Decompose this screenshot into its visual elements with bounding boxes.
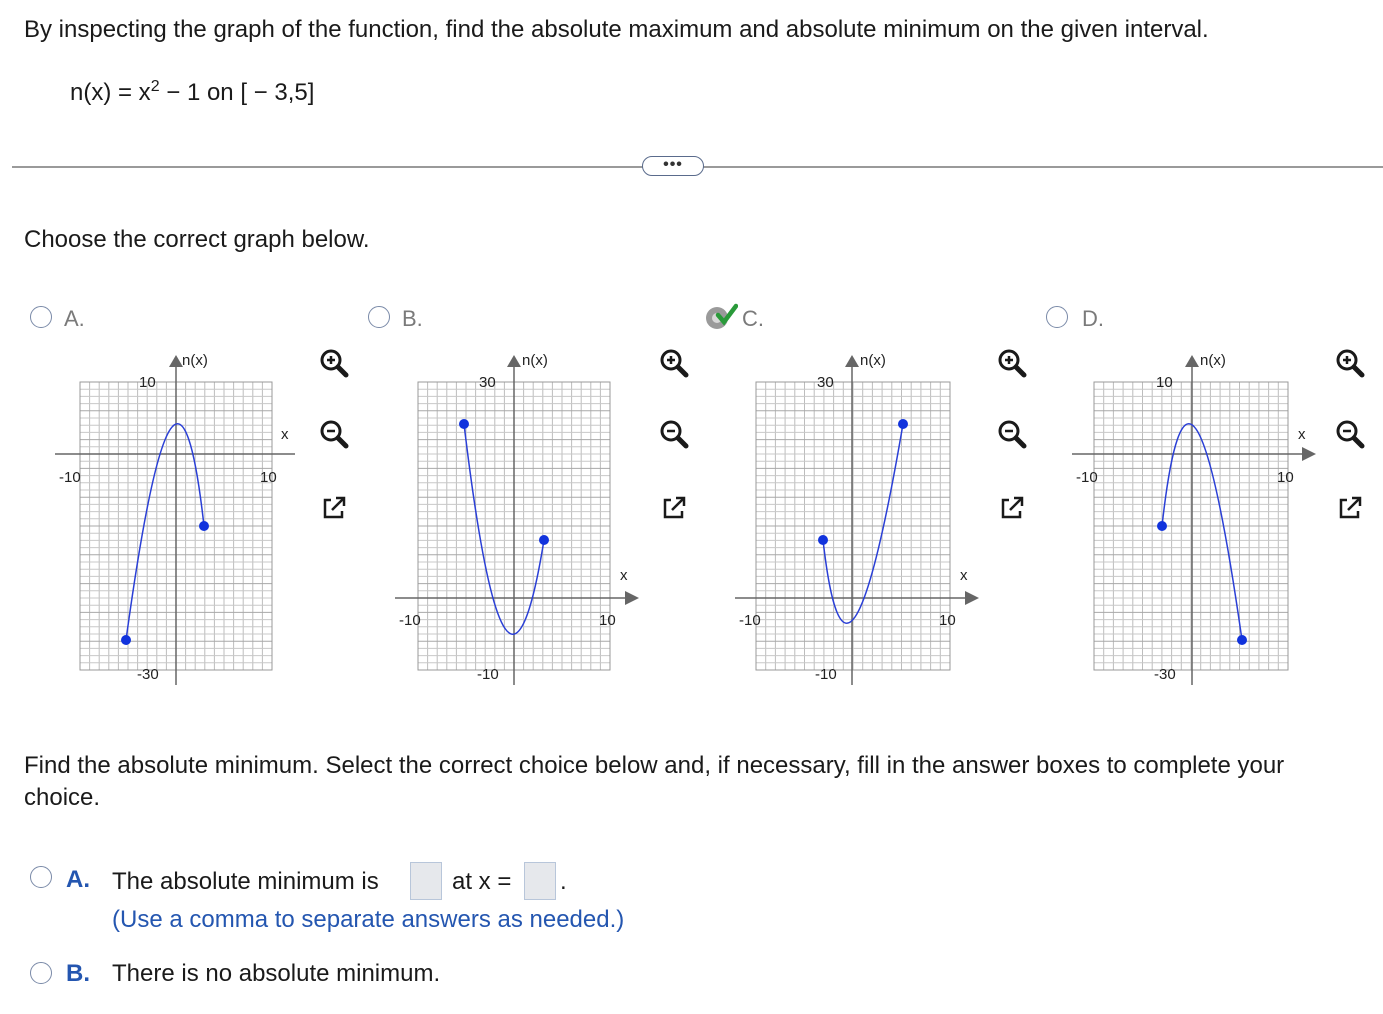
- popout-icon[interactable]: [1334, 492, 1366, 524]
- axes: [395, 355, 639, 685]
- endpoint-right: [199, 521, 209, 531]
- y-bottom-tick-label: -10: [477, 666, 499, 683]
- zoom-out-icon[interactable]: [658, 418, 690, 450]
- zoom-in-icon[interactable]: [318, 347, 350, 379]
- graph-a: [55, 345, 300, 685]
- function-exponent: 2: [150, 78, 160, 95]
- option-b-radio[interactable]: [368, 306, 390, 328]
- zoom-out-icon[interactable]: [318, 418, 350, 450]
- y-bottom-tick-label: -10: [815, 666, 837, 683]
- grid: [756, 382, 950, 670]
- function-lhs: n(x) = x: [70, 79, 151, 106]
- y-top-tick-label: 30: [817, 374, 834, 391]
- minimum-x-input[interactable]: [524, 862, 556, 900]
- answer-b-letter: B.: [66, 960, 90, 987]
- option-c-radio[interactable]: [704, 302, 738, 332]
- x-min-tick-label: -10: [1076, 469, 1098, 486]
- graph-c: [735, 345, 980, 685]
- endpoint-left: [121, 635, 131, 645]
- choose-prompt: Choose the correct graph below.: [24, 226, 370, 253]
- graph-d: [1072, 345, 1317, 685]
- answer-a-at-x: at x =: [452, 868, 512, 895]
- question-prompt: By inspecting the graph of the function, find the absolute maximum and absolute minimum on the given interval.: [24, 16, 1209, 43]
- x-axis-label: x: [1298, 426, 1306, 443]
- endpoint-left: [818, 535, 828, 545]
- expand-button[interactable]: •••: [642, 156, 704, 176]
- y-axis-label: n(x): [522, 352, 548, 369]
- y-top-tick-label: 10: [139, 374, 156, 391]
- endpoint-left: [459, 419, 469, 429]
- function-definition: [70, 78, 314, 107]
- option-a-radio[interactable]: [30, 306, 52, 328]
- endpoint-right: [898, 419, 908, 429]
- zoom-in-icon[interactable]: [996, 347, 1028, 379]
- y-bottom-tick-label: -30: [1154, 666, 1176, 683]
- find-prompt: Find the absolute minimum. Select the correct choice below and, if necessary, fill in the answer boxes to complete your choice.: [24, 752, 1285, 811]
- x-min-tick-label: -10: [739, 612, 761, 629]
- answer-a-letter: A.: [66, 866, 90, 893]
- endpoint-left: [1157, 521, 1167, 531]
- answer-a-radio[interactable]: [30, 866, 52, 888]
- x-max-tick-label: 10: [260, 469, 277, 486]
- axes: [735, 355, 979, 685]
- option-d-radio[interactable]: [1046, 306, 1068, 328]
- y-axis-label: n(x): [1200, 352, 1226, 369]
- x-max-tick-label: 10: [599, 612, 616, 629]
- answer-a-period: .: [560, 868, 567, 895]
- endpoint-right: [539, 535, 549, 545]
- x-axis-label: x: [960, 567, 968, 584]
- option-a-letter: A.: [64, 306, 85, 331]
- x-axis-label: x: [620, 567, 628, 584]
- x-min-tick-label: -10: [59, 469, 81, 486]
- answer-a-hint: (Use a comma to separate answers as needed.): [112, 906, 625, 933]
- zoom-in-icon[interactable]: [1334, 347, 1366, 379]
- y-top-tick-label: 10: [1156, 374, 1173, 391]
- y-axis-label: n(x): [182, 352, 208, 369]
- zoom-in-icon[interactable]: [658, 347, 690, 379]
- option-c-letter: C.: [742, 306, 764, 331]
- popout-icon[interactable]: [996, 492, 1028, 524]
- popout-icon[interactable]: [658, 492, 690, 524]
- grid: [1094, 382, 1288, 670]
- option-b-letter: B.: [402, 306, 423, 331]
- endpoint-right: [1237, 635, 1247, 645]
- zoom-out-icon[interactable]: [996, 418, 1028, 450]
- axes: [1072, 355, 1316, 685]
- axes: [55, 355, 295, 685]
- answer-b-radio[interactable]: [30, 962, 52, 984]
- graph-b: [395, 345, 640, 685]
- popout-icon[interactable]: [318, 492, 350, 524]
- answer-a-text: The absolute minimum is: [112, 868, 379, 895]
- x-axis-label: x: [281, 426, 289, 443]
- y-bottom-tick-label: -30: [137, 666, 159, 683]
- function-interval: − 1 on [ − 3,5]: [159, 79, 315, 106]
- zoom-out-icon[interactable]: [1334, 418, 1366, 450]
- minimum-value-input[interactable]: [410, 862, 442, 900]
- x-max-tick-label: 10: [939, 612, 956, 629]
- x-min-tick-label: -10: [399, 612, 421, 629]
- option-d-letter: D.: [1082, 306, 1104, 331]
- x-max-tick-label: 10: [1277, 469, 1294, 486]
- answer-b-text: There is no absolute minimum.: [112, 960, 441, 987]
- y-top-tick-label: 30: [479, 374, 496, 391]
- y-axis-label: n(x): [860, 352, 886, 369]
